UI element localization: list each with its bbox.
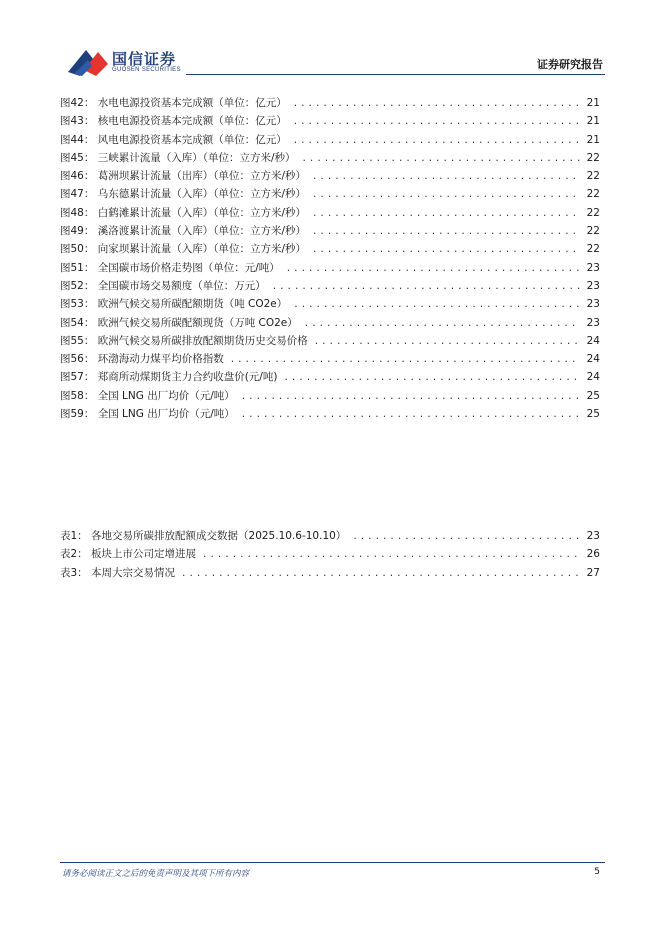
- toc-leader-dots: [286, 260, 580, 278]
- toc-entry-page: 23: [586, 316, 600, 329]
- toc-entry-label: 图57： 郑商所动煤期货主力合约收盘价(元/吨): [60, 371, 278, 384]
- toc-leader-dots: [283, 369, 580, 387]
- toc-entry-label: 图52： 全国碳市场交易额度（单位：万元）: [60, 279, 266, 292]
- footer-divider: [60, 862, 605, 863]
- toc-entry[interactable]: [60, 277, 600, 295]
- report-type: 证券研究报告: [537, 58, 603, 71]
- toc-leader-dots: [314, 333, 580, 351]
- footer-disclaimer: 请务必阅读正文之后的免责声明及其项下所有内容: [62, 869, 250, 879]
- page-header: [60, 40, 605, 80]
- toc-entry[interactable]: [60, 545, 600, 563]
- toc-entry-page: 23: [586, 279, 600, 292]
- page-number: 5: [594, 867, 600, 877]
- toc-entry[interactable]: [60, 222, 600, 240]
- toc-leader-dots: [352, 528, 580, 546]
- toc-entry-page: 22: [586, 151, 600, 164]
- toc-entry-page: 24: [586, 334, 600, 347]
- toc-entry-page: 24: [586, 353, 600, 366]
- toc-leader-dots: [272, 278, 580, 296]
- guosen-logo: [66, 46, 190, 78]
- toc-entry-label: 表3： 本周大宗交易情况: [60, 566, 176, 579]
- toc-entry-label: 图42： 水电电源投资基本完成额（单位：亿元）: [60, 97, 287, 109]
- toc-leader-dots: [293, 113, 580, 131]
- toc-entry-label: 表1： 各地交易所碳排放配额成交数据（2025.10.6-10.10）: [60, 530, 347, 542]
- toc-leader-dots: [312, 241, 580, 259]
- toc-entry-page: 23: [586, 530, 600, 542]
- toc-entry[interactable]: [60, 314, 600, 332]
- toc-leader-dots: [312, 186, 580, 204]
- toc-entry[interactable]: [60, 387, 600, 405]
- toc-entry[interactable]: [60, 350, 600, 368]
- toc-leader-dots: [230, 351, 580, 369]
- toc-entry-label: 图46： 葛洲坝累计流量（出库）（单位：立方米/秒）: [60, 170, 306, 183]
- toc-entry[interactable]: [60, 564, 600, 582]
- header-divider: [186, 74, 605, 75]
- toc-entry-page: 26: [586, 548, 600, 561]
- toc-entry[interactable]: [60, 259, 600, 277]
- toc-entry-label: 表2： 板块上市公司定增进展: [60, 548, 197, 561]
- brand-name-cn: 国信证券: [112, 50, 177, 68]
- toc-entry-page: 27: [586, 566, 600, 579]
- toc-entry-page: 21: [586, 97, 600, 109]
- toc-entry-label: 图44： 风电电源投资基本完成额（单位：亿元）: [60, 133, 287, 146]
- toc-entry-page: 22: [586, 188, 600, 201]
- toc-entry[interactable]: [60, 332, 600, 350]
- toc-leader-dots: [312, 168, 580, 186]
- toc-leader-dots: [181, 565, 580, 583]
- figure-list: [60, 94, 600, 423]
- toc-entry-page: 22: [586, 206, 600, 219]
- toc-entry-label: 图59： 全国 LNG 出厂均价（元/吨）: [60, 408, 235, 421]
- toc-entry[interactable]: [60, 167, 600, 185]
- toc-entry-page: 24: [586, 371, 600, 384]
- toc-leader-dots: [312, 223, 580, 241]
- toc-entry[interactable]: [60, 527, 600, 545]
- toc-entry-label: 图55： 欧洲气候交易所碳排放配额期货历史交易价格: [60, 334, 308, 347]
- toc-entry-page: 23: [586, 298, 600, 311]
- toc-leader-dots: [202, 546, 580, 564]
- toc-leader-dots: [304, 315, 580, 333]
- toc-entry[interactable]: [60, 240, 600, 258]
- toc-entry-page: 22: [586, 243, 600, 256]
- toc-entry-label: 图56： 环渤海动力煤平均价格指数: [60, 353, 224, 366]
- toc-entry-label: 图48： 白鹤滩累计流量（入库）（单位：立方米/秒）: [60, 206, 306, 219]
- toc-entry-label: 图58： 全国 LNG 出厂均价（元/吨）: [60, 389, 235, 402]
- toc-entry-label: 图54： 欧洲气候交易所碳配额现货（万吨 CO2e）: [60, 316, 298, 329]
- toc-entry[interactable]: [60, 405, 600, 423]
- toc-entry-label: 图45： 三峡累计流量（入库）（单位：立方米/秒）: [60, 151, 296, 164]
- toc-entry-page: 22: [586, 225, 600, 238]
- toc-entry-page: 21: [586, 115, 600, 128]
- toc-entry-page: 25: [586, 408, 600, 421]
- toc-leader-dots: [241, 406, 580, 424]
- toc-entry[interactable]: [60, 131, 600, 149]
- toc-entry-page: 22: [586, 170, 600, 183]
- brand-name-en: GUOSEN SECURITIES: [112, 67, 181, 73]
- toc-leader-dots: [302, 150, 581, 168]
- toc-entry-label: 图53： 欧洲气候交易所碳配额期货（吨 CO2e）: [60, 298, 288, 311]
- toc-entry-label: 图43： 核电电源投资基本完成额（单位：亿元）: [60, 115, 287, 128]
- toc-entry-page: 21: [586, 133, 600, 146]
- toc-entry[interactable]: [60, 204, 600, 222]
- toc-entry[interactable]: [60, 149, 600, 167]
- toc-entry-label: 图49： 溪洛渡累计流量（入库）（单位：立方米/秒）: [60, 225, 306, 238]
- toc-leader-dots: [312, 205, 580, 223]
- toc-leader-dots: [241, 388, 580, 406]
- toc-leader-dots: [293, 95, 580, 113]
- table-list: [60, 527, 600, 582]
- toc-leader-dots: [293, 132, 580, 150]
- toc-entry-page: 25: [586, 389, 600, 402]
- guosen-logo-icon: [66, 46, 110, 78]
- toc-leader-dots: [293, 296, 580, 314]
- toc-entry[interactable]: [60, 112, 600, 130]
- toc-entry-label: 图51： 全国碳市场价格走势图（单位：元/吨）: [60, 261, 280, 274]
- toc-entry[interactable]: [60, 295, 600, 313]
- toc-entry-label: 图47： 乌东德累计流量（入库）（单位：立方米/秒）: [60, 188, 306, 201]
- toc-entry[interactable]: [60, 368, 600, 386]
- toc-entry[interactable]: [60, 94, 600, 112]
- toc-entry[interactable]: [60, 185, 600, 203]
- toc-entry-label: 图50： 向家坝累计流量（入库）（单位：立方米/秒）: [60, 243, 306, 256]
- toc-entry-page: 23: [586, 261, 600, 274]
